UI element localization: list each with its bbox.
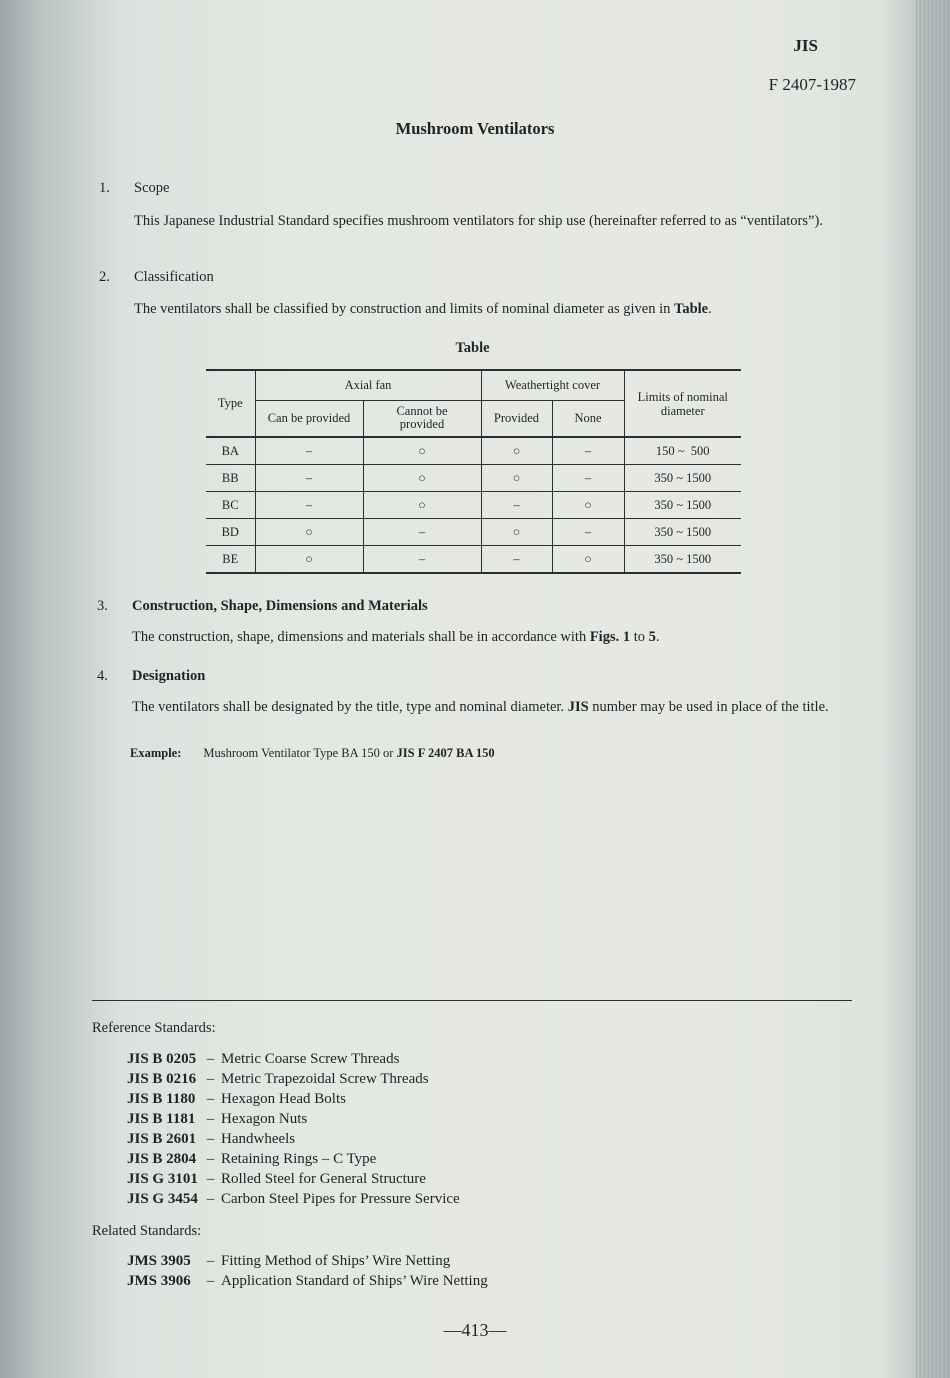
cell-can: – xyxy=(255,465,363,492)
header-none: None xyxy=(552,400,624,437)
cell-type: BB xyxy=(206,465,255,492)
cell-provided: ○ xyxy=(481,465,552,492)
cell-cannot: ○ xyxy=(363,492,481,519)
list-item: JMS 3905 – Fitting Method of Ships’ Wire Netting xyxy=(127,1253,451,1269)
cell-none: – xyxy=(552,519,624,546)
section-1-body: This Japanese Industrial Standard specifies mushroom ventilators for ship use (hereinafter referred to as “ventilators”). xyxy=(134,213,823,229)
header-type: Type xyxy=(206,370,255,437)
classification-table xyxy=(206,369,741,574)
header-weathertight-cover: Weathertight cover xyxy=(481,370,624,400)
cell-can: – xyxy=(255,437,363,465)
cell-type: BC xyxy=(206,492,255,519)
cell-provided: ○ xyxy=(481,437,552,465)
cell-none: ○ xyxy=(552,546,624,574)
cell-can: – xyxy=(255,492,363,519)
section-3-heading: Construction, Shape, Dimensions and Materials xyxy=(132,598,428,614)
section-2-body: The ventilators shall be classified by construction and limits of nominal diameter as given in Table. xyxy=(134,301,712,317)
section-3-body: The construction, shape, dimensions and materials shall be in accordance with Figs. 1 to 5. xyxy=(132,629,660,645)
section-1-heading: Scope xyxy=(134,180,170,196)
section-1-number: 1. xyxy=(99,180,110,196)
cell-type: BE xyxy=(206,546,255,574)
header-cannot-be-provided: Cannot be provided xyxy=(363,400,481,437)
cell-provided: ○ xyxy=(481,519,552,546)
cell-cannot: – xyxy=(363,519,481,546)
cell-provided: – xyxy=(481,492,552,519)
list-item: JIS B 2804 – Retaining Rings – C Type xyxy=(127,1151,377,1167)
cell-limits: 150 ~ 500 xyxy=(624,437,741,465)
cell-type: BA xyxy=(206,437,255,465)
list-item: JIS G 3454 – Carbon Steel Pipes for Pressure Service xyxy=(127,1191,460,1207)
list-item: JMS 3906 – Application Standard of Ships’ Wire Netting xyxy=(127,1273,488,1289)
header-limits: Limits of nominal diameter xyxy=(624,370,741,437)
divider xyxy=(92,1000,852,1001)
page-title: Mushroom Ventilators xyxy=(395,119,555,138)
reference-standards-heading: Reference Standards: xyxy=(92,1020,216,1036)
section-3-number: 3. xyxy=(97,598,108,614)
header-axial-fan: Axial fan xyxy=(255,370,481,400)
cell-can: ○ xyxy=(255,546,363,574)
page-number: —413— xyxy=(443,1320,507,1340)
list-item: JIS B 2601 – Handwheels xyxy=(127,1131,296,1147)
header-provided: Provided xyxy=(481,400,552,437)
designation-example: Example: Mushroom Ventilator Type BA 150 or JIS F 2407 BA 150 xyxy=(130,746,495,760)
list-item: JIS B 0216 – Metric Trapezoidal Screw Threads xyxy=(127,1071,429,1087)
cell-limits: 350 ~ 1500 xyxy=(624,492,741,519)
header-can-be-provided: Can be provided xyxy=(255,400,363,437)
cell-none: – xyxy=(552,465,624,492)
cell-type: BD xyxy=(206,519,255,546)
cell-none: – xyxy=(552,437,624,465)
cell-cannot: ○ xyxy=(363,437,481,465)
table-row xyxy=(206,437,741,465)
section-2-heading: Classification xyxy=(134,269,214,285)
cell-limits: 350 ~ 1500 xyxy=(624,465,741,492)
cell-can: ○ xyxy=(255,519,363,546)
cell-limits: 350 ~ 1500 xyxy=(624,519,741,546)
cell-provided: – xyxy=(481,546,552,574)
section-2-number: 2. xyxy=(99,269,110,285)
header-standard-number: F 2407-1987 xyxy=(768,75,856,94)
list-item: JIS B 1181 – Hexagon Nuts xyxy=(127,1111,308,1127)
list-item: JIS B 0205 – Metric Coarse Screw Threads xyxy=(127,1051,400,1067)
section-4-number: 4. xyxy=(97,668,108,684)
cell-cannot: – xyxy=(363,546,481,574)
section-4-heading: Designation xyxy=(132,668,206,684)
table-row xyxy=(206,519,741,546)
section-4-body: The ventilators shall be designated by the title, type and nominal diameter. JIS number may be used in place of the title. xyxy=(132,699,829,715)
table-row xyxy=(206,492,741,519)
table-caption: Table xyxy=(455,340,490,356)
header-jis-label: JIS xyxy=(793,36,818,55)
cell-none: ○ xyxy=(552,492,624,519)
list-item: JIS G 3101 – Rolled Steel for General Structure xyxy=(127,1171,426,1187)
cell-limits: 350 ~ 1500 xyxy=(624,546,741,574)
list-item: JIS B 1180 – Hexagon Head Bolts xyxy=(127,1091,346,1107)
table-row xyxy=(206,546,741,574)
related-standards-heading: Related Standards: xyxy=(92,1223,202,1239)
table-row xyxy=(206,465,741,492)
cell-cannot: ○ xyxy=(363,465,481,492)
